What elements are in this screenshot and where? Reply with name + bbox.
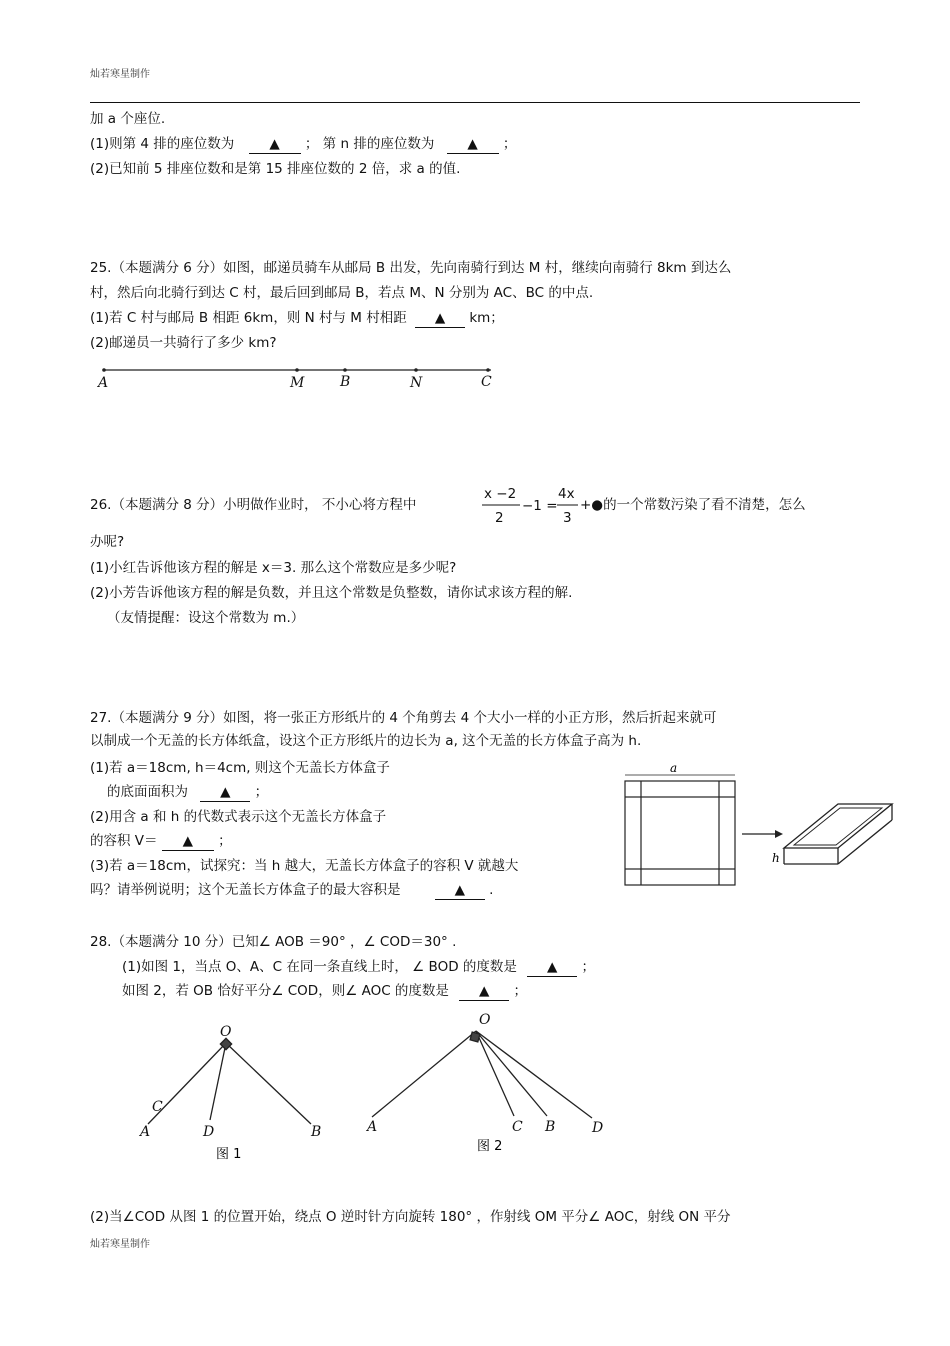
q28-part1b-text: 如图 2，若 OB 恰好平分∠ COD，则∠ AOC 的度数是 — [122, 983, 449, 999]
ray-OC — [476, 1031, 514, 1116]
q27-part1-cont — [107, 783, 268, 802]
answer-blank: ▲ — [200, 783, 250, 802]
q25-line2: 村，然后向北骑行到达 C 村，最后回到邮局 B，若点 M、N 分别为 AC、BC 的中点. — [90, 285, 594, 301]
q24-part2: (2)已知前 5 排座位数和是第 15 排座位数的 2 倍，求 a 的值. — [90, 161, 461, 177]
q27-part1-end: ； — [254, 784, 269, 800]
ray-OA — [372, 1031, 476, 1117]
fig1-label-A: A — [140, 1124, 151, 1140]
point-B-dot — [343, 368, 347, 372]
q27-line1: 27.（本题满分 9 分）如图，将一张正方形纸片的 4 个角剪去 4 个大小一样的小正方形，然后折起来就可 — [90, 710, 717, 726]
box-height-label: h — [772, 851, 780, 865]
fig1-caption: 图 1 — [216, 1147, 242, 1162]
q27-line2: 以制成一个无盖的长方体纸盒，设这个正方形纸片的边长为 a, 这个无盖的长方体盒子高为 h. — [90, 733, 642, 749]
ray-OD — [476, 1031, 592, 1118]
paper-inner-base — [641, 797, 719, 869]
q27-part1: (1)若 a＝18cm, h＝4cm, 则这个无盖长方体盒子 — [90, 760, 390, 776]
q28-part1a — [122, 958, 595, 977]
q27-part1-text: 的底面面积为 — [107, 784, 188, 800]
q26-part1: (1)小红告诉他该方程的解是 x＝3. 那么这个常数应是多少呢? — [90, 560, 457, 576]
q28-part1a-end: ； — [581, 959, 595, 975]
q26-hint: （友情提醒：设这个常数为 m.） — [107, 610, 305, 626]
answer-blank: ▲ — [447, 135, 499, 154]
ray-OD — [210, 1043, 226, 1120]
answer-blank: ▲ — [527, 958, 577, 977]
q26-part2: (2)小芳告诉他该方程的解是负数，并且这个常数是负整数，请你试求该方程的解. — [90, 585, 573, 601]
q28-part1b-end: ； — [513, 983, 528, 999]
page-header: 灿若寒星制作 — [90, 69, 150, 80]
q25-part1-text: (1)若 C 村与邮局 B 相距 6km，则 N 村与 M 村相距 — [90, 310, 407, 326]
fig2-label-B: B — [545, 1119, 556, 1135]
answer-blank: ▲ — [459, 982, 509, 1001]
q27-part2-cont — [90, 832, 232, 851]
fig1-label-O: O — [220, 1024, 232, 1040]
fraction-2-numerator: 4x — [558, 486, 575, 502]
q28-part1b — [122, 982, 527, 1001]
fig2-caption: 图 2 — [477, 1139, 503, 1154]
equation-middle: −1 = — [522, 498, 558, 514]
fig2-label-O: O — [479, 1012, 491, 1028]
answer-blank: ▲ — [162, 832, 214, 851]
label-C: C — [481, 374, 492, 390]
point-M-dot — [295, 368, 299, 372]
label-N: N — [410, 375, 423, 391]
q27-part2: (2)用含 a 和 h 的代数式表示这个无盖长方体盒子 — [90, 809, 387, 825]
fig1-label-B: B — [311, 1124, 322, 1140]
q27-part3-end: . — [489, 882, 494, 898]
q25-part2: (2)邮递员一共骑行了多少 km? — [90, 335, 277, 351]
q25-part1-unit: km； — [469, 310, 504, 326]
fig1-label-C: C — [152, 1099, 163, 1115]
q25-line1: 25.（本题满分 6 分）如图，邮递员骑车从邮局 B 出发，先向南骑行到达 M 村，继续向南骑行 8km 到达么 — [90, 260, 732, 276]
box-top-rim — [784, 804, 892, 848]
q28-part1a-text: (1)如图 1，当点 O、A、C 在同一条直线上时， ∠ BOD 的度数是 — [122, 959, 517, 975]
q24-part1-text-a: (1)则第 4 排的座位数为 — [90, 136, 235, 152]
q27-part2-text: 的容积 V＝ — [90, 833, 158, 849]
point-A-dot — [102, 368, 106, 372]
fig2-label-C: C — [512, 1119, 523, 1135]
q27-part3-text: 吗？请举例说明；这个无盖长方体盒子的最大容积是 — [90, 882, 401, 898]
answer-blank: ▲ — [249, 135, 301, 154]
point-N-dot — [414, 368, 418, 372]
point-C-dot — [486, 368, 490, 372]
fig2-label-D: D — [592, 1120, 604, 1136]
fraction-1-denominator: 2 — [495, 510, 504, 526]
q28-part2: (2)当∠COD 从图 1 的位置开始，绕点 O 逆时针方向旋转 180° ，作射线 OM 平分∠ AOC，射线 ON 平分 — [90, 1209, 731, 1225]
page-footer: 灿若寒星制作 — [90, 1239, 150, 1250]
q26-line1-end: +●的一个常数污染了看不清楚，怎么 — [580, 497, 806, 513]
q24-part1-text-b: ； 第 n 排的座位数为 — [304, 136, 435, 152]
q26-line2: 办呢? — [90, 534, 125, 550]
fig1-label-D: D — [203, 1124, 215, 1140]
ray-OB — [226, 1043, 311, 1124]
label-A: A — [98, 375, 109, 391]
right-angle-mark — [470, 1032, 480, 1042]
fold-arrow-head — [775, 830, 783, 838]
label-M: M — [290, 375, 305, 391]
fraction-1-numerator: x −2 — [484, 486, 517, 502]
ray-OB — [476, 1031, 547, 1116]
dimension-a-label: a — [670, 761, 678, 775]
label-B: B — [340, 374, 351, 390]
q24-line0: 加 a 个座位. — [90, 111, 166, 127]
q28-line1: 28.（本题满分 10 分）已知∠ AOB ＝90° ，∠ COD＝30° . — [90, 934, 457, 950]
q27-part2-end: ； — [218, 833, 232, 849]
fig2-label-A: A — [367, 1119, 378, 1135]
fraction-2-denominator: 3 — [563, 510, 572, 526]
answer-blank: ▲ — [415, 309, 465, 328]
q24-part1-text-c: ； — [502, 136, 517, 152]
q26-line1-start: 26.（本题满分 8 分）小明做作业时， 不小心将方程中 — [90, 497, 417, 513]
q27-part3: (3)若 a＝18cm，试探究：当 h 越大，无盖长方体盒子的容积 V 就越大 — [90, 858, 519, 874]
q27-part3-cont — [90, 881, 493, 900]
answer-blank: ▲ — [435, 881, 485, 900]
